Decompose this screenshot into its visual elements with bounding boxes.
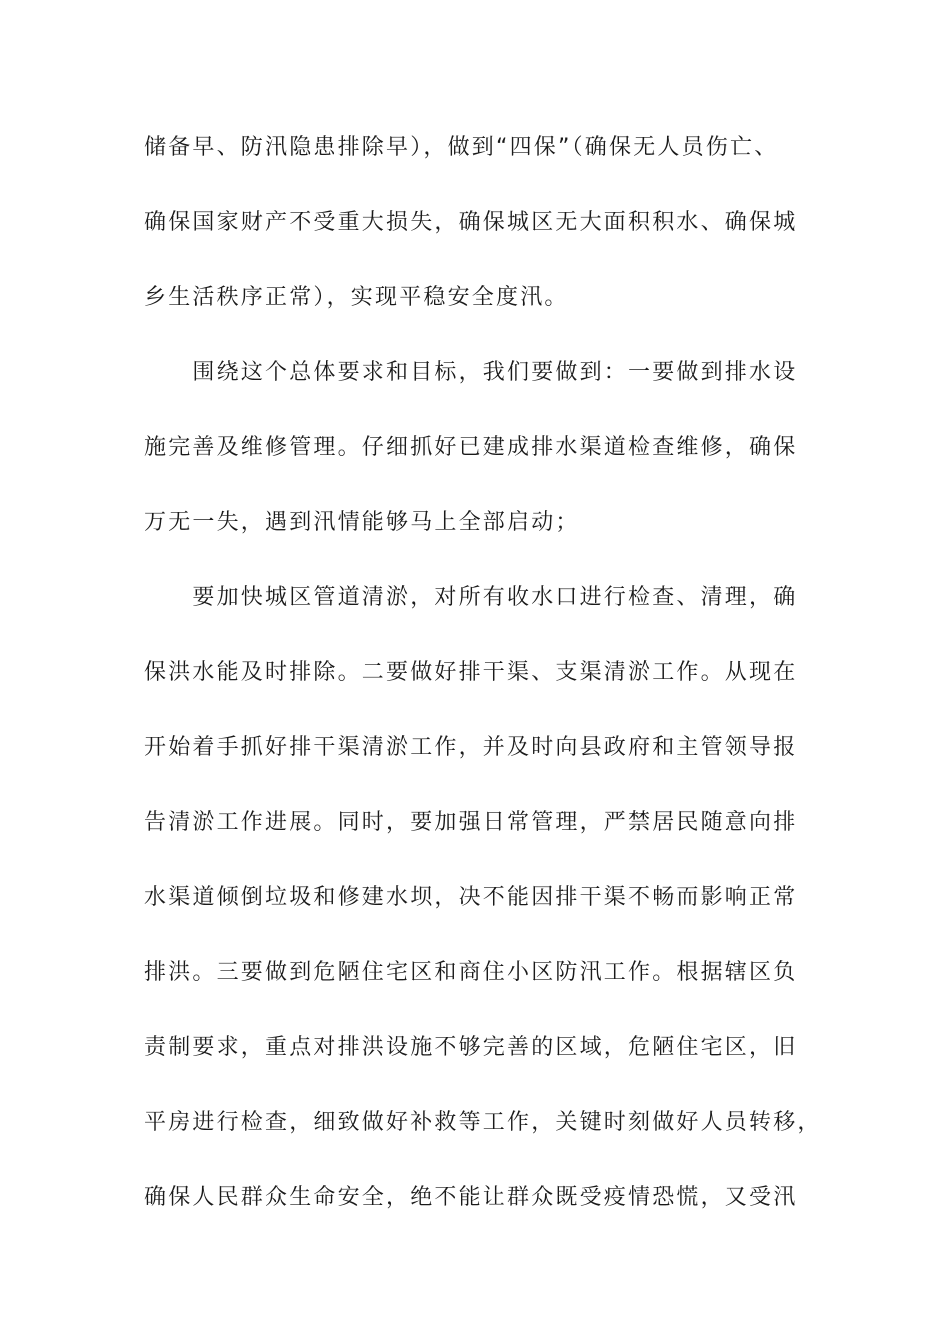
- text-line: 乡生活秩序正常），实现平稳安全度汛。: [144, 285, 569, 310]
- text-line: 围绕这个总体要求和目标，我们要做到：一要做到排水设: [144, 360, 798, 385]
- text-line: 施完善及维修管理。仔细抓好已建成排水渠道检查维修，确保: [144, 435, 798, 460]
- text-line: 保洪水能及时排除。二要做好排干渠、支渠清淤工作。从现在: [144, 660, 798, 685]
- text-line: 开始着手抓好排干渠清淤工作，并及时向县政府和主管领导报: [144, 735, 798, 760]
- text-line: 水渠道倾倒垃圾和修建水坝，决不能因排干渠不畅而影响正常: [144, 885, 798, 910]
- text-line: 确保人民群众生命安全，绝不能让群众既受疫情恐慌，又受汛: [144, 1185, 798, 1210]
- text-line: 储备早、防汛隐患排除早），做到“四保”（确保无人员伤亡、: [144, 135, 779, 160]
- body-text: [144, 126, 822, 1251]
- text-line: 排洪。三要做到危陋住宅区和商住小区防汛工作。根据辖区负: [144, 960, 798, 985]
- text-line: 万无一失，遇到汛情能够马上全部启动；: [144, 510, 580, 535]
- text-line: 平房进行检查，细致做好补救等工作，关键时刻做好人员转移，: [144, 1110, 822, 1135]
- text-line: 告清淤工作进展。同时，要加强日常管理，严禁居民随意向排: [144, 810, 798, 835]
- text-line: 责制要求，重点对排洪设施不够完善的区域，危陋住宅区，旧: [144, 1035, 798, 1060]
- text-line: 要加快城区管道清淤，对所有收水口进行检查、清理，确: [144, 585, 798, 610]
- text-line: 确保国家财产不受重大损失，确保城区无大面积积水、确保城: [144, 210, 798, 235]
